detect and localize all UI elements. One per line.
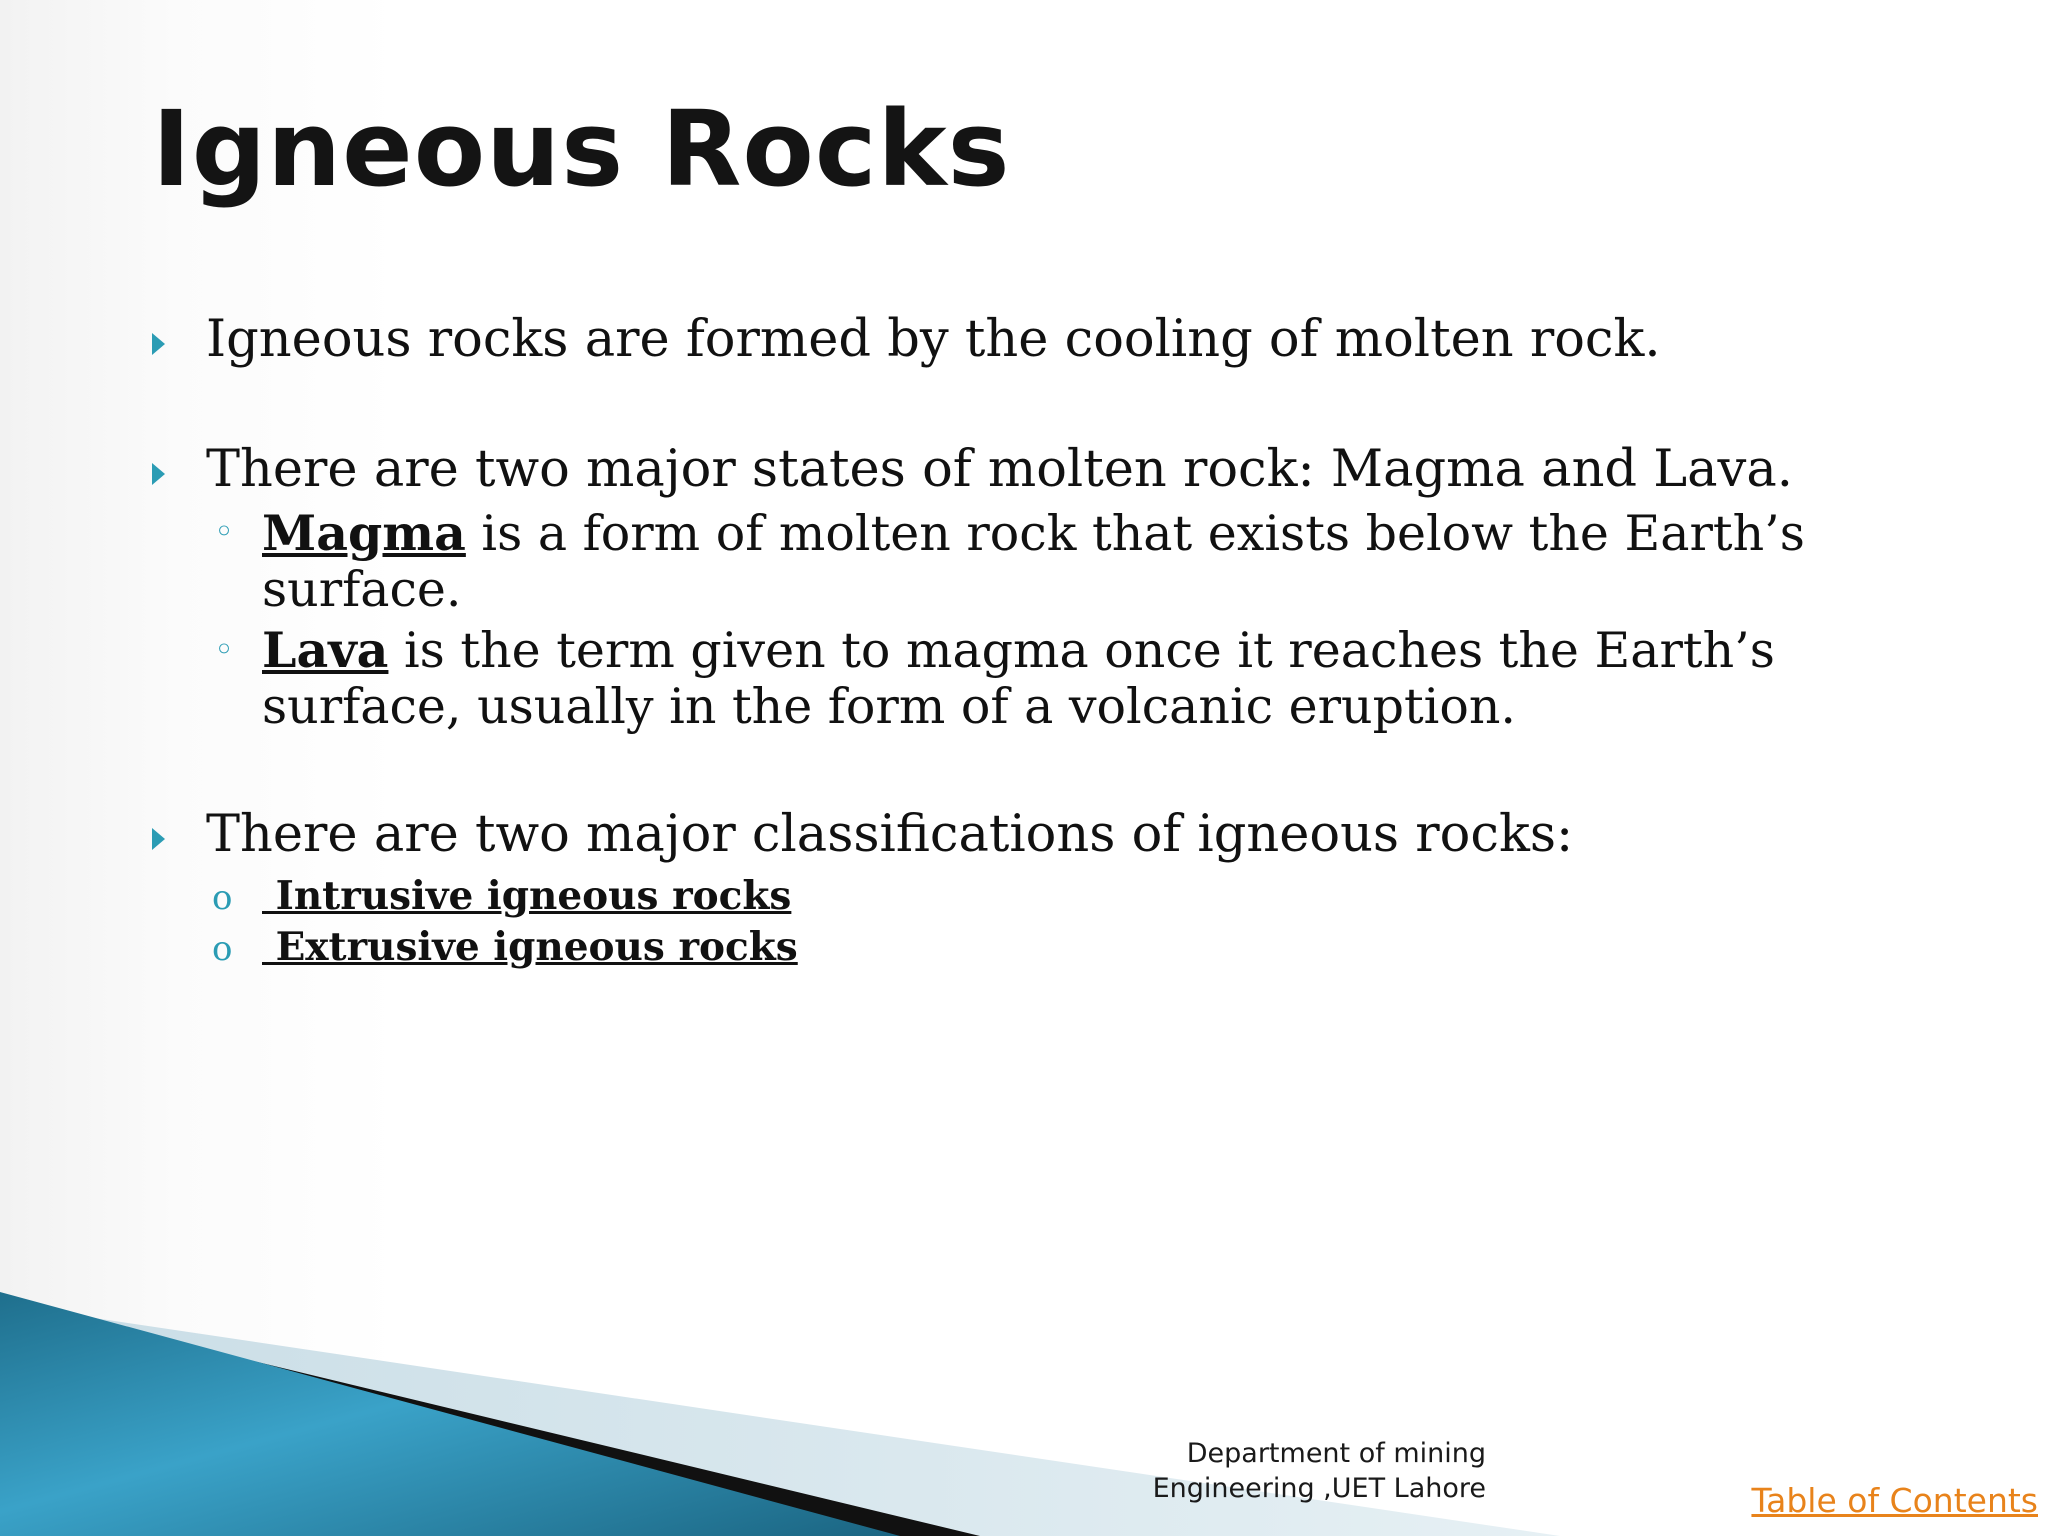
- triangle-right-icon: [152, 828, 165, 850]
- circle-icon: o: [212, 878, 233, 918]
- bullet-formation: Igneous rocks are formed by the cooling of molten rock.: [206, 310, 1661, 369]
- triangle-right-icon: [152, 333, 165, 355]
- lava-definition-line1: is the term given to magma once it reaches the Earth’s: [388, 622, 1775, 679]
- footer-department: [1100, 1436, 1486, 1506]
- term-magma: Magma: [262, 504, 466, 562]
- lava-definition-line2: surface, usually in the form of a volcanic eruption.: [262, 678, 1516, 735]
- table-of-contents-link[interactable]: Table of Contents: [1751, 1481, 2038, 1520]
- magma-definition-line2: surface.: [262, 561, 462, 618]
- bullet-molten-states: There are two major states of molten rock: Magma and Lava.: [206, 440, 1793, 499]
- small-circle-icon: ◦: [214, 512, 235, 552]
- subitem-lava: [262, 622, 1822, 735]
- footer-line1: Department of mining: [1186, 1438, 1486, 1469]
- subitem-magma: [262, 505, 1822, 618]
- bullet-classifications: There are two major classifications of igneous rocks:: [206, 805, 1574, 864]
- footer-line2: Engineering ,UET Lahore: [1152, 1473, 1486, 1504]
- slide-title: Igneous Rocks: [152, 88, 1011, 210]
- circle-icon: o: [212, 929, 233, 969]
- subitem-intrusive: Intrusive igneous rocks: [262, 873, 792, 919]
- triangle-right-icon: [152, 463, 165, 485]
- magma-definition-line1: is a form of molten rock that exists below the Earth’s: [465, 505, 1805, 562]
- small-circle-icon: ◦: [214, 630, 235, 670]
- subitem-extrusive: Extrusive igneous rocks: [262, 924, 798, 970]
- term-lava: Lava: [262, 621, 389, 679]
